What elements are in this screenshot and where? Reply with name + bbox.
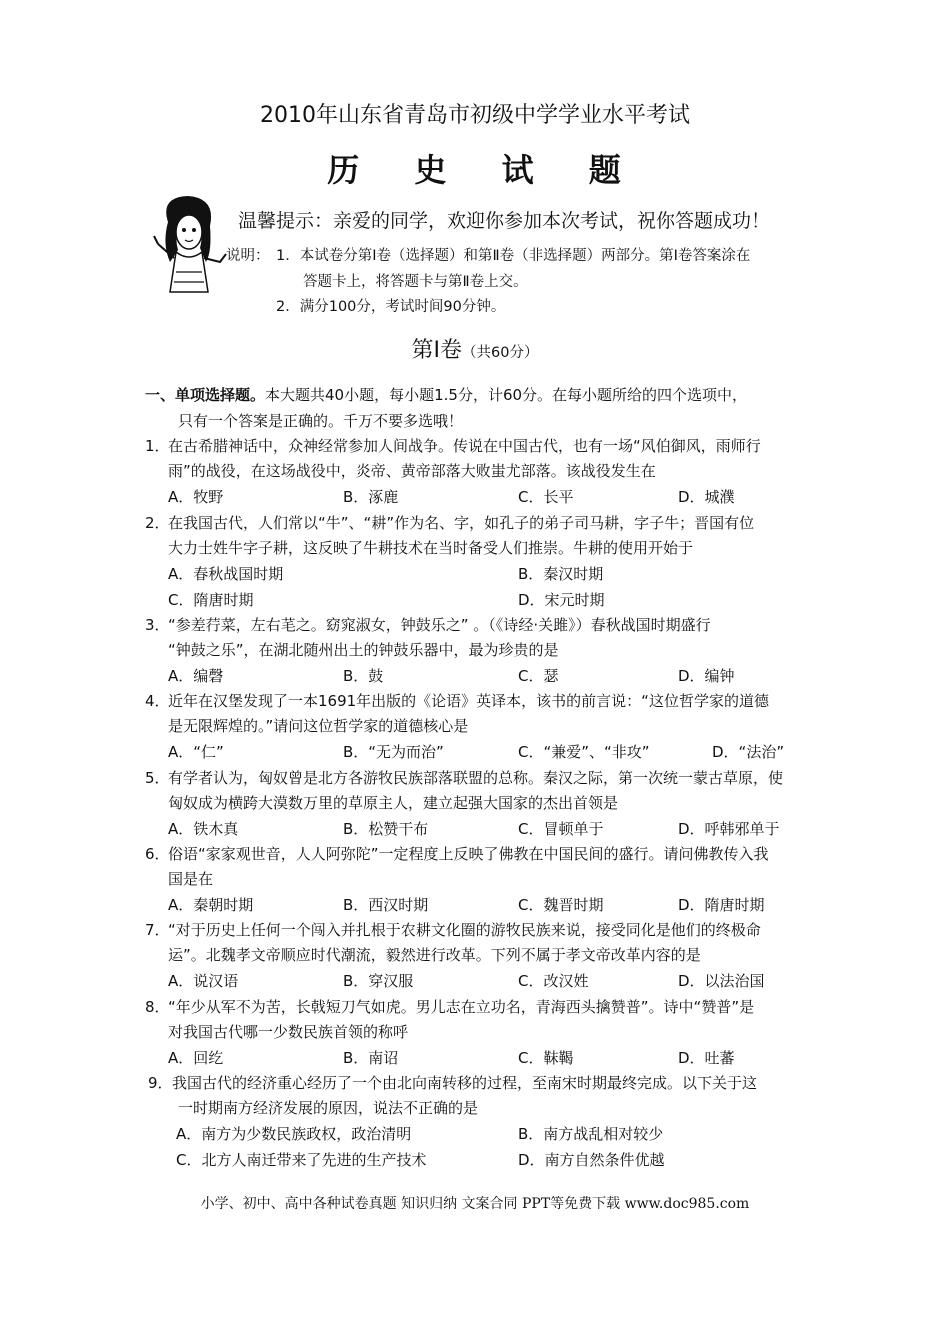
answer-option: D．南方自然条件优越 (518, 1151, 665, 1169)
footer-text: 小学、初中、高中各种试卷真题 知识归纳 文案合同 PPT等免费下载 www.doc985.com (200, 1196, 750, 1212)
answer-option: D．呼韩邪单于 (678, 820, 780, 838)
answer-option: D．“法治” (712, 743, 785, 761)
answer-option: D．以法治国 (678, 972, 765, 990)
notes-label: 说明： (226, 248, 270, 264)
answer-option: B．南诏 (343, 1049, 399, 1067)
answer-option: C．北方人南迁带来了先进的生产技术 (176, 1151, 427, 1169)
question-text-line: “参差荇菜，左右芼之。窈窕淑女，钟鼓乐之” 。（《诗经·关雎》）春秋战国时期盛行 (168, 616, 711, 634)
answer-option: D．城濮 (678, 488, 735, 506)
section-desc-2: 只有一个答案是正确的。千万不要多选哦！ (178, 412, 464, 430)
question-number: 2． (145, 514, 170, 532)
question-text-line: 俗语“家家观世音，人人阿弥陀”一定程度上反映了佛教在中国民间的盛行。请问佛教传入我 (168, 845, 769, 863)
volume-heading (0, 333, 950, 364)
answer-option: C．冒顿单于 (518, 820, 604, 838)
answer-option: D．吐蕃 (678, 1049, 735, 1067)
warm-tip: 温馨提示：亲爱的同学，欢迎你参加本次考试，祝你答题成功！ (238, 210, 771, 232)
answer-option: B．松赞干布 (343, 820, 429, 838)
answer-option: A．“仁” (168, 743, 224, 761)
exam-title: 2010年山东省青岛市初级中学学业水平考试 (260, 103, 690, 128)
note-1-line-1: 1．本试卷分第Ⅰ卷（选择题）和第Ⅱ卷（非选择题）两部分。第Ⅰ卷答案涂在 (276, 248, 751, 264)
question-text-line: 匈奴成为横跨大漠数万里的草原主人，建立起强大国家的杰出首领是 (168, 794, 619, 812)
note-2: 2．满分100分，考试时间90分钟。 (276, 299, 506, 315)
question-text-line: 雨”的战役，在这场战役中，炎帝、黄帝部落大败蚩尤部落。该战役发生在 (168, 462, 656, 480)
answer-option: A．铁木真 (168, 820, 239, 838)
question-number: 9． (148, 1074, 173, 1092)
section-heading (145, 383, 747, 408)
question-text-line: 我国古代的经济重心经历了一个由北向南转移的过程，至南宋时期最终完成。以下关于这 (172, 1074, 758, 1092)
answer-option: C．长平 (518, 488, 574, 506)
volume-score: （共60分） (462, 345, 539, 361)
answer-option: B．南方战乱相对较少 (518, 1125, 664, 1143)
section-title: 一、单项选择题。 (145, 386, 266, 404)
question-text-line: “钟鼓之乐”，在湖北随州出土的钟鼓乐器中，最为珍贵的是 (168, 641, 559, 659)
question-text-line: 国是在 (168, 870, 214, 888)
answer-option: C．靺鞨 (518, 1049, 574, 1067)
answer-option: D．宋元时期 (518, 591, 605, 609)
answer-option: B．“无为而治” (343, 743, 444, 761)
answer-option: C．魏晋时期 (518, 896, 604, 914)
question-number: 5． (145, 769, 170, 787)
note-1-line-2: 答题卡上，将答题卡与第Ⅱ卷上交。 (303, 274, 528, 290)
question-text-line: “对于历史上任何一个闯入并扎根于农耕文化圈的游牧民族来说，接受同化是他们的终极命 (168, 921, 761, 939)
answer-option: B．西汉时期 (343, 896, 429, 914)
question-text-line: 大力士姓牛字子耕，这反映了牛耕技术在当时备受人们推崇。牛耕的使用开始于 (168, 539, 694, 557)
question-text-line: 有学者认为，匈奴曾是北方各游牧民族部落联盟的总称。秦汉之际，第一次统一蒙古草原，使 (168, 769, 784, 787)
answer-option: D．隋唐时期 (678, 896, 765, 914)
answer-option: A．春秋战国时期 (168, 565, 284, 583)
question-number: 1． (145, 437, 170, 455)
answer-option: A．秦朝时期 (168, 896, 254, 914)
girl-cartoon-icon (150, 192, 228, 302)
volume-title: 第Ⅰ卷 (411, 338, 463, 363)
question-text-line: 是无限辉煌的。”请问这位哲学家的道德核心是 (168, 717, 469, 735)
question-number: 8． (145, 998, 170, 1016)
question-text-line: 在古希腊神话中，众神经常参加人间战争。传说在中国古代，也有一场“风伯御风，雨师行 (168, 437, 761, 455)
answer-option: C．瑟 (518, 667, 559, 685)
question-text-line: 对我国古代哪一少数民族首领的称呼 (168, 1023, 409, 1041)
answer-option: B．穿汉服 (343, 972, 414, 990)
answer-option: C．隋唐时期 (168, 591, 254, 609)
question-number: 6． (145, 845, 170, 863)
section-desc-1: 本大题共40小题，每小题1.5分，计60分。在每小题所给的四个选项中， (265, 386, 748, 404)
exam-subtitle: 历 史 试 题 (327, 151, 643, 189)
question-text-line: “年少从军不为苦，长戟短刀气如虎。男儿志在立功名，青海西头擒赞普”。诗中“赞普”是 (168, 998, 755, 1016)
answer-option: A．南方为少数民族政权，政治清明 (176, 1125, 412, 1143)
answer-option: B．秦汉时期 (518, 565, 604, 583)
answer-option: A．说汉语 (168, 972, 239, 990)
answer-option: B．鼓 (343, 667, 384, 685)
answer-option: C．“兼爱”、“非攻” (518, 743, 650, 761)
answer-option: A．编磬 (168, 667, 224, 685)
question-number: 3． (145, 616, 170, 634)
question-text-line: 近年在汉堡发现了一本1691年出版的《论语》英译本，该书的前言说：“这位哲学家的道德 (168, 692, 769, 710)
question-text-line: 运”。北魏孝文帝顺应时代潮流，毅然进行改革。下列不属于孝文帝改革内容的是 (168, 946, 701, 964)
answer-option: A．回纥 (168, 1049, 224, 1067)
question-text-line: 一时期南方经济发展的原因，说法不正确的是 (178, 1099, 479, 1117)
question-text-line: 在我国古代，人们常以“牛”、“耕”作为名、字，如孔子的弟子司马耕，字子牛；晋国有位 (168, 514, 755, 532)
question-number: 4． (145, 692, 170, 710)
answer-option: B．涿鹿 (343, 488, 399, 506)
answer-option: D．编钟 (678, 667, 735, 685)
answer-option: A．牧野 (168, 488, 224, 506)
question-number: 7． (145, 921, 170, 939)
answer-option: C．改汉姓 (518, 972, 589, 990)
